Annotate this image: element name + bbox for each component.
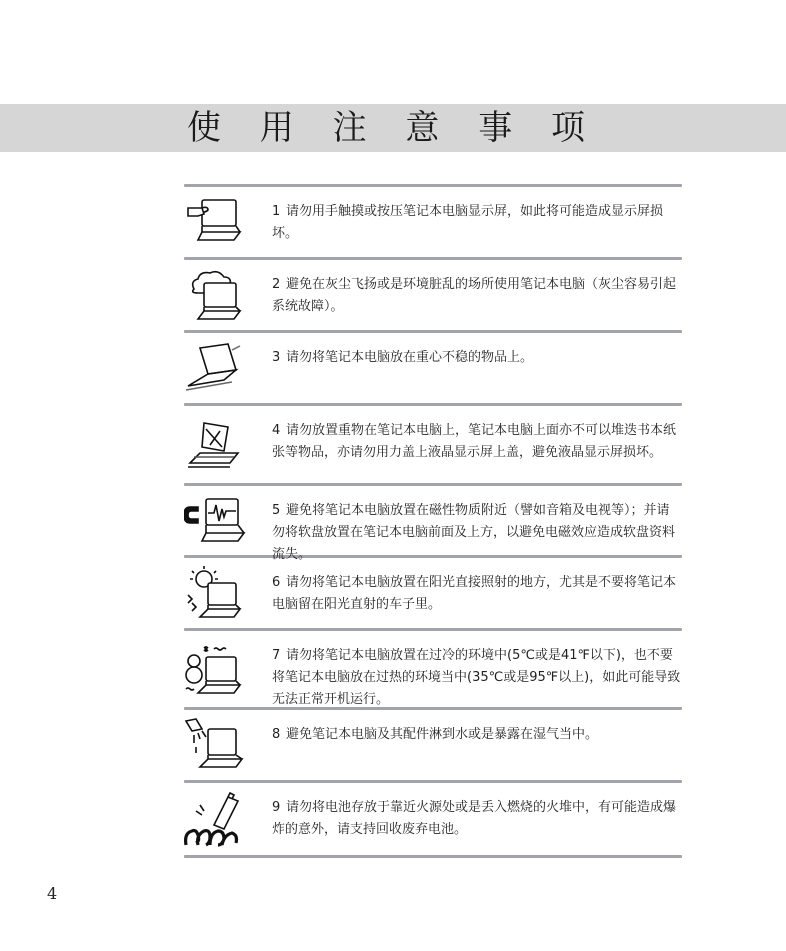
divider xyxy=(184,855,682,858)
sun-laptop-icon xyxy=(184,558,272,628)
item-text: 4 请勿放置重物在笔记本电脑上，笔记本电脑上面亦不可以堆迭书本纸张等物品，亦请勿用力盖上液晶显示屏上盖，避免液晶显示屏损坏。 xyxy=(272,423,677,460)
crushed-laptop-icon xyxy=(184,406,272,483)
page-number: 4 xyxy=(47,884,58,903)
temperature-laptop-icon xyxy=(184,631,272,707)
list-item xyxy=(184,783,682,855)
item-text: 3 请勿将笔记本电脑放在重心不稳的物品上。 xyxy=(272,350,534,365)
water-shower-laptop-icon xyxy=(184,710,272,780)
list-item xyxy=(184,558,682,628)
item-text: 6 请勿将笔记本电脑放置在阳光直接照射的地方，尤其是不要将笔记本电脑留在阳光直射的车子里。 xyxy=(272,575,677,612)
item-text: 8 避免笔记本电脑及其配件淋到水或是暴露在湿气当中。 xyxy=(272,727,599,742)
item-text: 9 请勿将电池存放于靠近火源处或是丢入燃烧的火堆中，有可能造成爆炸的意外，请支持回收废弃电池。 xyxy=(272,800,677,837)
page-title: 使 用 注 意 事 项 xyxy=(186,108,600,148)
dust-cloud-laptop-icon xyxy=(184,260,272,330)
item-text: 1 请勿用手触摸或按压笔记本电脑显示屏，如此将可能造成显示屏损坏。 xyxy=(272,204,664,241)
tilted-laptop-icon xyxy=(184,333,272,403)
item-text: 7 请勿将笔记本电脑放置在过冷的环境中(5℃或是41℉以下)，也不要将笔记本电脑放在过热的环境当中(35℃或是95℉以上)，如此可能导致无法正常开机运行。 xyxy=(272,648,681,707)
item-text: 5 避免将笔记本电脑放置在磁性物质附近（譬如音箱及电视等）；并请勿将软盘放置在笔记本电脑前面及上方，以避免电磁效应造成软盘资料流失。 xyxy=(272,503,676,562)
list-item xyxy=(184,187,682,257)
list-item xyxy=(184,260,682,330)
title-banner xyxy=(0,104,786,152)
item-text: 2 避免在灰尘飞扬或是环境脏乱的场所使用笔记本电脑（灰尘容易引起系统故障）。 xyxy=(272,277,677,314)
list-item xyxy=(184,333,682,403)
list-item xyxy=(184,486,682,562)
list-item xyxy=(184,406,682,483)
list-item xyxy=(184,631,682,707)
battery-fire-icon xyxy=(184,783,272,855)
precautions-list xyxy=(184,184,682,858)
list-item xyxy=(184,710,682,780)
finger-press-laptop-icon xyxy=(184,187,272,257)
magnet-laptop-icon xyxy=(184,486,272,555)
